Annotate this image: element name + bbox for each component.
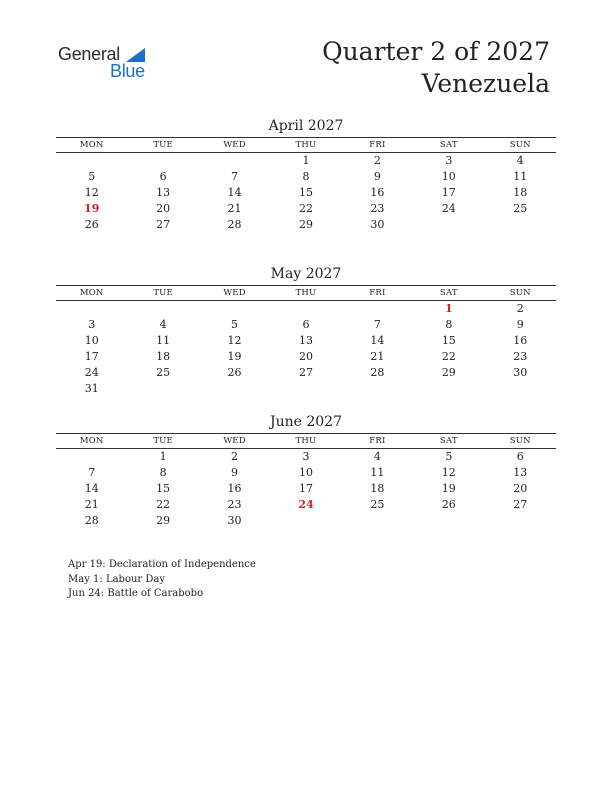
empty-day-cell	[413, 513, 484, 529]
weekday-label: WED	[223, 436, 246, 446]
day-cell: 30	[513, 366, 528, 379]
note-item: Apr 19: Declaration of Independence	[68, 559, 256, 570]
day-cell: 9	[373, 170, 381, 183]
day-cell: 16	[513, 334, 528, 347]
day-cell: 5	[231, 318, 239, 331]
day-cell: 20	[513, 482, 528, 495]
day-cell: 30	[227, 514, 242, 527]
day-cell: 25	[370, 498, 385, 511]
day-cell: 18	[156, 350, 171, 363]
empty-day-cell	[485, 381, 556, 397]
empty-day-cell	[270, 381, 341, 397]
day-cell: 22	[156, 498, 171, 511]
weekday-label: SAT	[439, 288, 458, 298]
day-cell: 14	[227, 186, 242, 199]
note-item: Jun 24: Battle of Carabobo	[68, 588, 204, 600]
week-row	[56, 381, 556, 397]
week-row	[56, 497, 556, 513]
day-cell: 23	[370, 202, 385, 215]
logo-triangle-icon	[126, 48, 145, 62]
day-cell: 26	[441, 498, 456, 511]
day-cell: 17	[298, 482, 313, 495]
day-cell: 28	[227, 218, 242, 231]
day-cell: 12	[84, 186, 99, 199]
logo-blue-text: Blue	[110, 61, 145, 81]
day-cell: 27	[298, 366, 313, 379]
logo	[58, 44, 178, 84]
day-cell: 7	[231, 170, 239, 183]
week-row	[56, 481, 556, 497]
day-cell: 25	[513, 202, 528, 215]
day-cell: 26	[84, 218, 99, 231]
empty-day-cell	[485, 513, 556, 529]
day-cell: 7	[88, 466, 96, 479]
holiday-notes	[68, 558, 256, 602]
day-cell: 26	[227, 366, 242, 379]
day-cell: 17	[84, 350, 99, 363]
day-cell: 24	[84, 366, 99, 379]
day-cell: 15	[441, 334, 456, 347]
day-cell: 29	[156, 514, 171, 527]
day-cell: 11	[370, 466, 385, 479]
week-row	[56, 201, 556, 217]
day-cell: 12	[227, 334, 242, 347]
day-cell: 10	[84, 334, 99, 347]
weekday-label: THU	[295, 140, 317, 150]
weekday-label: FRI	[369, 140, 386, 150]
day-cell: 29	[298, 218, 313, 231]
empty-day-cell	[342, 513, 413, 529]
weekday-label: SAT	[439, 436, 458, 446]
day-cell: 22	[441, 350, 456, 363]
week-row	[56, 365, 556, 381]
month-title: May 2027	[270, 266, 342, 282]
day-cell: 3	[445, 154, 453, 167]
page-title	[322, 36, 550, 100]
month-april	[56, 116, 556, 233]
day-cell: 20	[156, 202, 171, 215]
day-cell: 4	[373, 450, 381, 463]
day-cell: 14	[370, 334, 385, 347]
day-cell: 10	[441, 170, 456, 183]
day-cell: 30	[370, 218, 385, 231]
title-country: Venezuela	[421, 69, 550, 98]
day-cell: 31	[84, 382, 99, 395]
empty-day-cell	[127, 381, 198, 397]
week-row	[56, 317, 556, 333]
day-cell: 21	[84, 498, 99, 511]
day-cell: 29	[441, 366, 456, 379]
week-row	[56, 333, 556, 349]
day-cell: 8	[159, 466, 167, 479]
empty-day-cell	[127, 301, 198, 317]
week-row	[56, 449, 556, 465]
day-cell: 9	[516, 318, 524, 331]
day-cell: 11	[156, 334, 171, 347]
day-cell: 27	[513, 498, 528, 511]
day-cell: 28	[370, 366, 385, 379]
day-cell: 13	[513, 466, 528, 479]
holiday-day-cell: 1	[444, 302, 453, 315]
day-cell: 27	[156, 218, 171, 231]
day-cell: 1	[302, 154, 310, 167]
holiday-day-cell: 24	[298, 498, 314, 511]
month-may	[56, 264, 556, 397]
day-cell: 6	[302, 318, 310, 331]
day-cell: 4	[159, 318, 167, 331]
day-cell: 15	[156, 482, 171, 495]
day-cell: 23	[513, 350, 528, 363]
empty-day-cell	[270, 301, 341, 317]
week-row	[56, 349, 556, 365]
week-row	[56, 169, 556, 185]
empty-day-cell	[413, 217, 484, 233]
empty-day-cell	[485, 217, 556, 233]
weekday-label: WED	[223, 140, 246, 150]
weekday-header	[56, 433, 556, 449]
day-cell: 14	[84, 482, 99, 495]
weekday-label: WED	[223, 288, 246, 298]
week-row	[56, 217, 556, 233]
day-cell: 25	[156, 366, 171, 379]
weekday-label: SUN	[509, 436, 531, 446]
day-cell: 2	[516, 302, 524, 315]
weekday-label: TUE	[153, 436, 173, 446]
week-row	[56, 301, 556, 317]
weekday-header	[56, 285, 556, 301]
day-cell: 19	[441, 482, 456, 495]
day-cell: 5	[88, 170, 96, 183]
day-cell: 22	[298, 202, 313, 215]
week-row	[56, 185, 556, 201]
weekday-label: FRI	[369, 436, 386, 446]
day-cell: 20	[298, 350, 313, 363]
day-cell: 3	[302, 450, 310, 463]
day-cell: 16	[370, 186, 385, 199]
day-cell: 23	[227, 498, 242, 511]
week-row	[56, 513, 556, 529]
day-cell: 13	[156, 186, 171, 199]
month-title: April 2027	[268, 118, 344, 134]
day-cell: 16	[227, 482, 242, 495]
day-cell: 18	[370, 482, 385, 495]
day-cell: 6	[159, 170, 167, 183]
day-cell: 2	[373, 154, 381, 167]
weekday-header	[56, 137, 556, 153]
empty-day-cell	[199, 381, 270, 397]
day-cell: 8	[445, 318, 453, 331]
day-cell: 21	[227, 202, 242, 215]
weekday-label: TUE	[153, 288, 173, 298]
empty-day-cell	[127, 153, 198, 169]
month-june	[56, 412, 556, 529]
day-cell: 1	[159, 450, 167, 463]
weekday-label: SUN	[509, 288, 531, 298]
empty-day-cell	[199, 153, 270, 169]
day-cell: 17	[441, 186, 456, 199]
empty-day-cell	[342, 301, 413, 317]
week-row	[56, 153, 556, 169]
empty-day-cell	[342, 381, 413, 397]
day-cell: 11	[513, 170, 528, 183]
day-cell: 6	[516, 450, 524, 463]
logo-general-text: General	[58, 44, 120, 64]
day-cell: 24	[441, 202, 456, 215]
day-cell: 15	[298, 186, 313, 199]
weekday-label: MON	[79, 140, 104, 150]
week-row	[56, 465, 556, 481]
weekday-label: TUE	[153, 140, 173, 150]
weekday-label: SUN	[509, 140, 531, 150]
weekday-label: SAT	[439, 140, 458, 150]
day-cell: 3	[88, 318, 96, 331]
empty-day-cell	[56, 153, 127, 169]
day-cell: 28	[84, 514, 99, 527]
day-cell: 13	[298, 334, 313, 347]
day-cell: 8	[302, 170, 310, 183]
empty-day-cell	[199, 301, 270, 317]
day-cell: 21	[370, 350, 385, 363]
weekday-label: FRI	[369, 288, 386, 298]
weekday-label: MON	[79, 288, 104, 298]
day-cell: 9	[231, 466, 239, 479]
empty-day-cell	[270, 513, 341, 529]
day-cell: 18	[513, 186, 528, 199]
day-cell: 7	[373, 318, 381, 331]
day-cell: 5	[445, 450, 453, 463]
day-cell: 2	[231, 450, 239, 463]
holiday-day-cell: 19	[84, 202, 100, 215]
day-cell: 4	[516, 154, 524, 167]
empty-day-cell	[413, 381, 484, 397]
weekday-label: THU	[295, 436, 317, 446]
month-title: June 2027	[269, 414, 342, 430]
empty-day-cell	[56, 449, 127, 465]
day-cell: 19	[227, 350, 242, 363]
day-cell: 12	[441, 466, 456, 479]
note-item: May 1: Labour Day	[68, 573, 165, 585]
day-cell: 10	[298, 466, 313, 479]
title-quarter: Quarter 2 of 2027	[322, 37, 550, 66]
weekday-label: MON	[79, 436, 104, 446]
empty-day-cell	[56, 301, 127, 317]
weekday-label: THU	[295, 288, 317, 298]
